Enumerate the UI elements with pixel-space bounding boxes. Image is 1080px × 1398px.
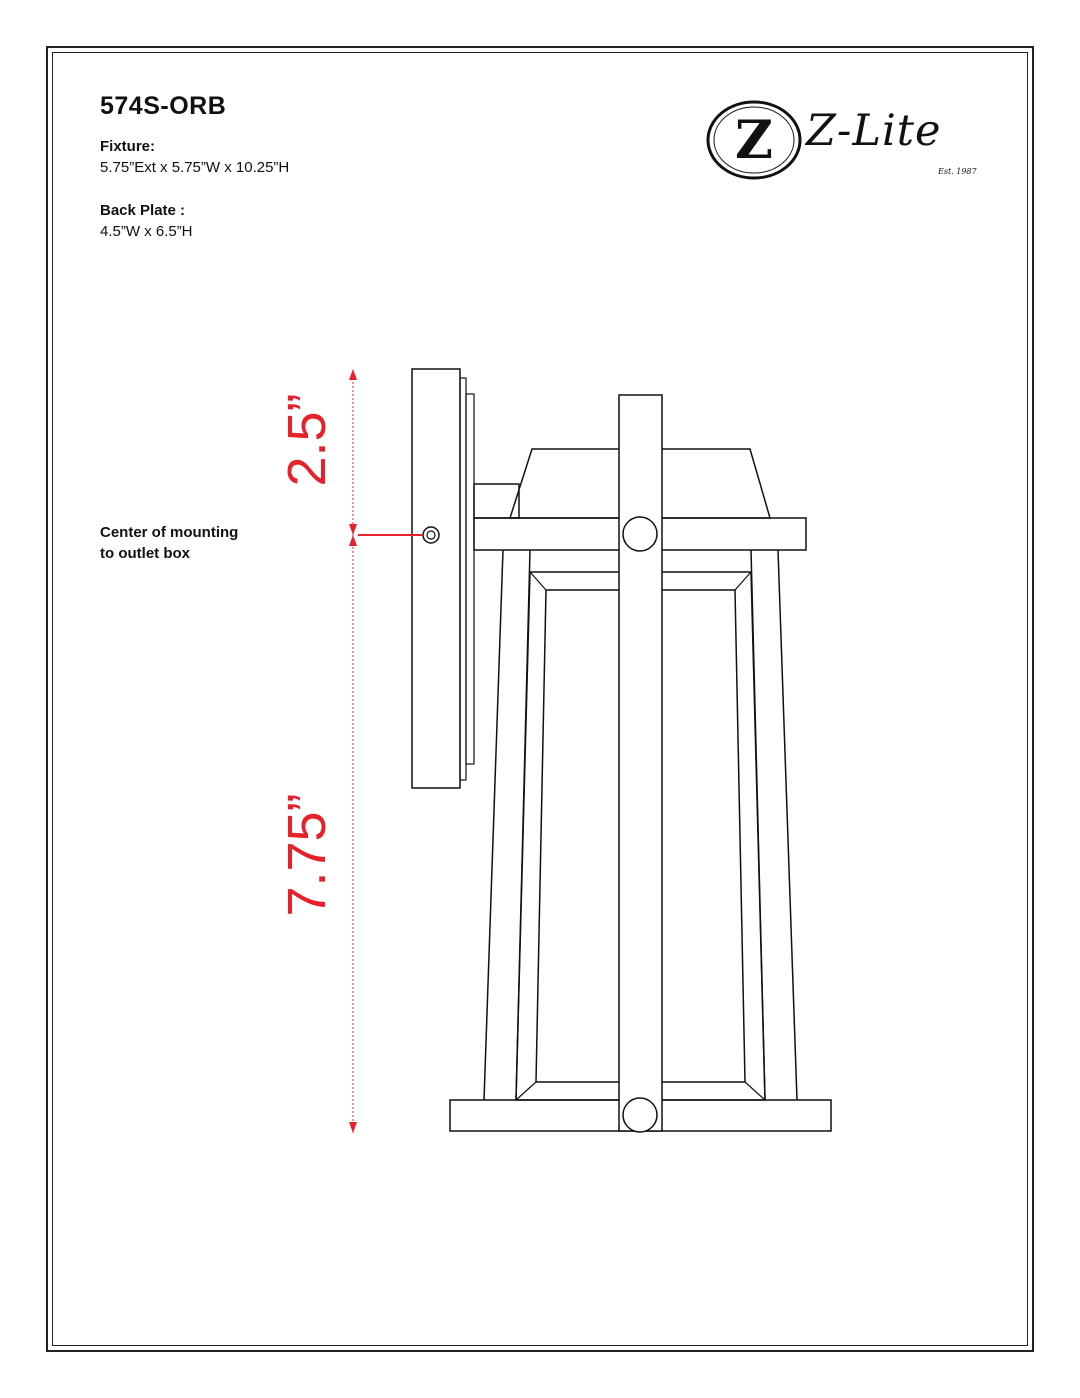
model-number: 574S-ORB (100, 92, 227, 120)
backplate-label: Back Plate : (100, 202, 186, 219)
bottom-rivet-icon (623, 1098, 657, 1132)
mounting-note-line-2: to outlet box (100, 545, 190, 562)
fixture-label: Fixture: (100, 138, 156, 155)
center-strap (619, 395, 662, 1131)
logo-letter: Z (735, 110, 773, 171)
back-plate-edge (460, 378, 466, 780)
mounting-point-icon (423, 527, 439, 543)
brand-established: Est. 1987 (938, 167, 977, 176)
lower-dimension-label: 7.75” (277, 793, 337, 917)
backplate-dimensions: 4.5”W x 6.5”H (100, 223, 193, 240)
upper-dimension-label: 2.5” (277, 393, 337, 487)
brand-name: Z-Lite (806, 106, 942, 156)
back-plate-flange (466, 394, 474, 764)
mounting-note-line-1: Center of mounting (100, 524, 239, 541)
fixture-dimensions: 5.75”Ext x 5.75”W x 10.25”H (100, 159, 290, 176)
back-plate (412, 369, 460, 788)
top-rivet-icon (623, 517, 657, 551)
